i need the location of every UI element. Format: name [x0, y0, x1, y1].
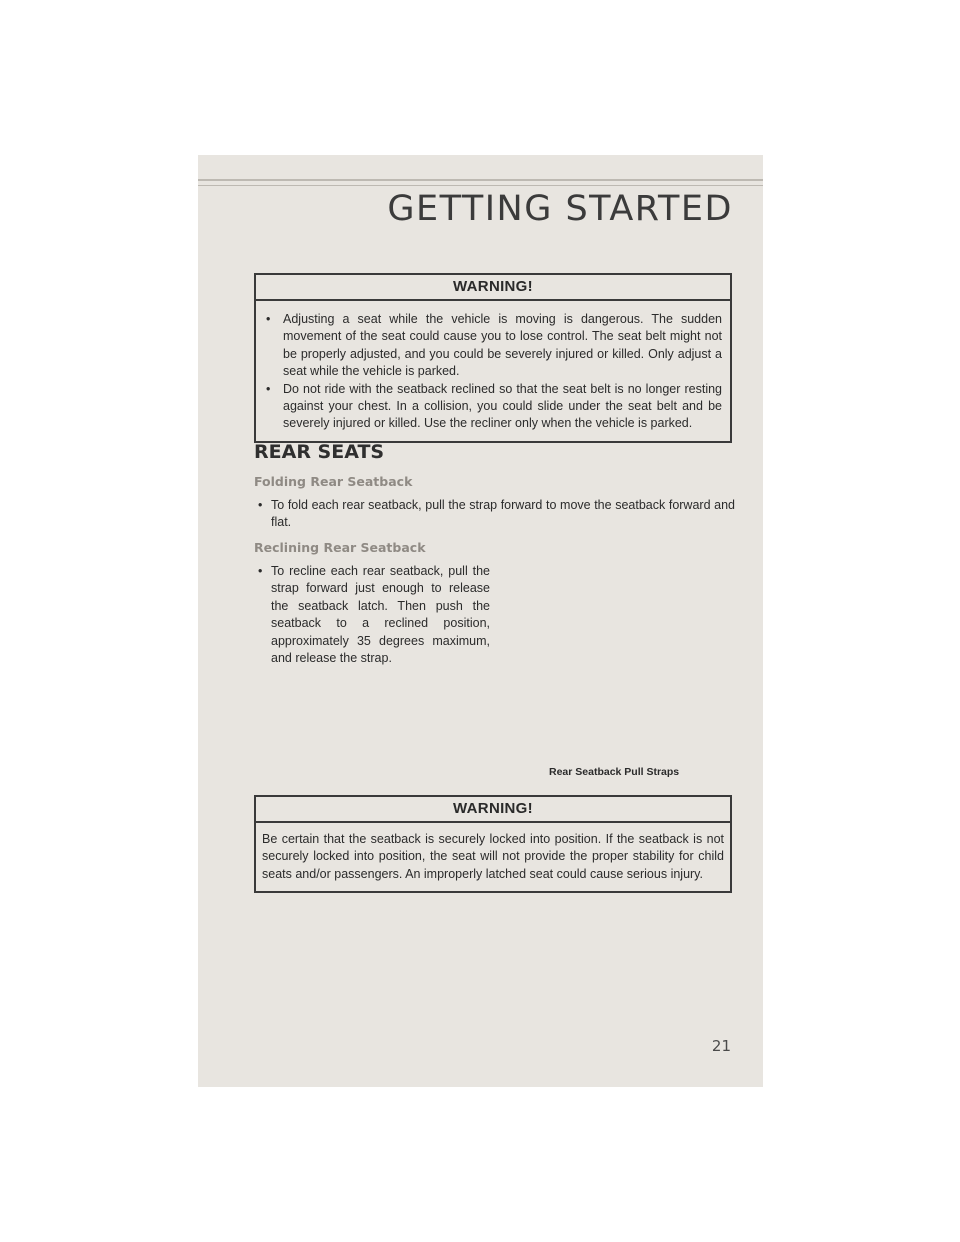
bullet-icon: • [266, 312, 271, 326]
warning-item [264, 381, 722, 433]
warning-heading: WARNING! [256, 275, 730, 301]
folding-text: To fold each rear seatback, pull the strap forward to move the seatback forward and flat. [271, 498, 735, 530]
warning-box-seat-adjust [254, 273, 732, 443]
warning-item-text: Do not ride with the seatback reclined so that the seat belt is no longer resting against your chest. In a collision, you could slide under the seat belt and be severely injured or killed. Use the recliner only when the vehicle is parked. [283, 381, 722, 431]
reclining-bullet [254, 563, 490, 667]
reclining-heading: Reclining Rear Seatback [254, 540, 426, 555]
page-number: 21 [711, 1037, 731, 1055]
warning-item-text: Adjusting a seat while the vehicle is moving is dangerous. The sudden movement of the seat could cause you to lose control. The seat belt might not be properly adjusted, and you could be severely injured or killed. Only adjust a seat while the vehicle is parked. [283, 312, 722, 379]
folding-bullet [254, 497, 735, 532]
header-rule-thin [198, 185, 763, 186]
bullet-icon: • [258, 498, 263, 512]
manual-page [198, 155, 763, 1087]
figure-caption: Rear Seatback Pull Straps [549, 766, 680, 778]
warning-box-seatback-lock [254, 795, 732, 893]
warning-text: Be certain that the seatback is securely locked into position. If the seatback is not securely locked into position, the seat will not provide the proper stability for child seats and/or passengers. An improperly latched seat could cause serious injury. [262, 832, 724, 881]
warning-item [264, 311, 722, 381]
section-title: GETTING STARTED [387, 189, 733, 229]
warning-heading: WARNING! [256, 797, 730, 823]
rear-seats-title: REAR SEATS [254, 441, 385, 463]
reclining-text: To recline each rear seatback, pull the strap forward just enough to release the seatback latch. Then push the seatback to a reclined position, approximately 35 degrees maximum, and release the strap. [271, 564, 490, 666]
folding-heading: Folding Rear Seatback [254, 474, 413, 489]
warning-list [256, 301, 730, 441]
header-rule [198, 179, 763, 181]
bullet-icon: • [258, 564, 263, 578]
bullet-icon: • [266, 381, 271, 396]
